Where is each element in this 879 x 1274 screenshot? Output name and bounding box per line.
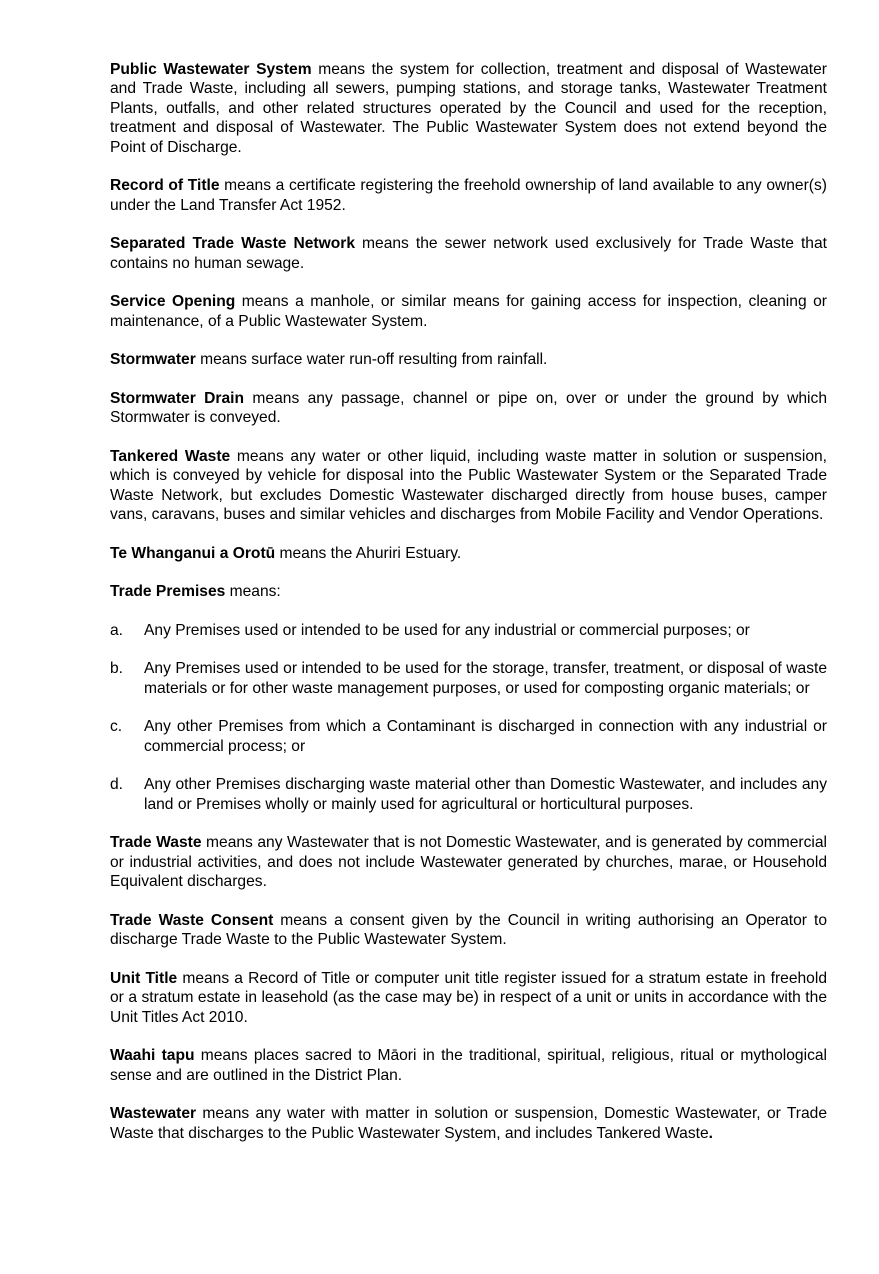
- definition-term: Record of Title: [110, 177, 220, 195]
- definition-text: means the system for collection, treatment and disposal of Wastewater and Trade Waste, including all sewers, pumping stations, and storage tanks, Wastewater Treatment Plants, outfalls, and other related structures operated by the Council and used for the reception, treatment and disposal of Wastewater. The Public Wastewater System does not extend beyond the Point of Discharge.: [110, 61, 828, 156]
- list-item: [110, 717, 827, 756]
- definition-term: Te Whanganui a Orotū: [110, 544, 276, 562]
- definition-term: Trade Waste Consent: [110, 911, 274, 929]
- definition-text: means a Record of Title or computer unit title register issued for a stratum estate in freehold or a stratum estate in leasehold (as the case may be) in respect of a unit or units in accordance with the Unit Titles Act 2010.: [110, 969, 827, 1026]
- definition-term: Public Wastewater System: [110, 61, 312, 78]
- definition-text: means:: [225, 583, 281, 601]
- definition-wastewater: [110, 1104, 827, 1143]
- definition-term: Waahi tapu: [110, 1047, 195, 1065]
- list-item-text: Any Premises used or intended to be used for any industrial or commercial purposes; or: [144, 621, 750, 639]
- list-item: [110, 621, 827, 640]
- definition-stormwater-drain: [110, 389, 827, 428]
- definition-text: means any water or other liquid, including waste matter in solution or suspension, which is conveyed by vehicle for disposal into the Public Wastewater System or the Separated Trade Waste Network, but excludes Domestic Wastewater discharged directly from house buses, camper vans, caravans, buses and similar vehicles and discharges from Mobile Facility and Vendor Operations.: [110, 447, 827, 524]
- definition-text: means a consent given by the Council in writing authorising an Operator to discharge Trade Waste to the Public Wastewater System.: [110, 911, 827, 949]
- definition-text: means a certificate registering the freehold ownership of land available to any owner(s) under the Land Transfer Act 1952.: [110, 177, 827, 214]
- definition-text: means any Wastewater that is not Domestic Wastewater, and is generated by commercial or industrial activities, and does not include Wastewater generated by churches, marae, or Household Equivalent discharges.: [110, 834, 827, 891]
- definition-waahi-tapu: [110, 1046, 827, 1085]
- definition-term: Unit Title: [110, 969, 178, 987]
- definition-term: Wastewater: [110, 1105, 197, 1123]
- definition-term: Trade Waste: [110, 834, 202, 852]
- definition-text: means places sacred to Māori in the traditional, spiritual, religious, ritual or mythological sense and are outlined in the District Plan.: [110, 1047, 827, 1084]
- definition-public-wastewater-system: [110, 60, 827, 157]
- definition-trade-premises: [110, 582, 827, 601]
- list-item: [110, 659, 827, 698]
- definition-text: means the Ahuriri Estuary.: [275, 544, 462, 562]
- definition-service-opening: [110, 292, 827, 331]
- list-item-text: Any other Premises from which a Contaminant is discharged in connection with any industrial or commercial process; or: [144, 718, 827, 755]
- definition-term: Trade Premises: [110, 583, 226, 601]
- definition-term: Stormwater Drain: [110, 389, 245, 407]
- definition-term: Separated Trade Waste Network: [110, 235, 355, 253]
- definition-record-of-title: [110, 176, 827, 215]
- definition-text: means surface water run-off resulting from rainfall.: [195, 351, 548, 369]
- definition-trade-waste: [110, 833, 827, 891]
- list-item: [110, 775, 827, 814]
- definition-text: means any water with matter in solution or suspension, Domestic Wastewater, or Trade Waste that discharges to the Public Wastewater System, and includes Tankered Waste: [110, 1105, 827, 1142]
- definition-trailing-period: .: [708, 1124, 713, 1142]
- definition-text: means any passage, channel or pipe on, over or under the ground by which Stormwater is conveyed.: [110, 389, 827, 427]
- definition-term: Service Opening: [110, 293, 236, 311]
- list-item-text: Any Premises used or intended to be used for the storage, transfer, treatment, or disposal of waste materials or for other waste management purposes, or used for composting organic materials; or: [144, 660, 827, 697]
- definitions-section: [110, 60, 827, 1162]
- definition-text: means the sewer network used exclusively for Trade Waste that contains no human sewage.: [110, 235, 827, 272]
- definition-trade-waste-consent: [110, 911, 827, 950]
- list-marker: a.: [110, 621, 124, 639]
- definition-separated-trade-waste-network: [110, 234, 827, 273]
- list-marker: b.: [110, 660, 124, 678]
- definition-text: means a manhole, or similar means for gaining access for inspection, cleaning or maintenance, of a Public Wastewater System.: [110, 293, 828, 330]
- definition-tankered-waste: [110, 447, 827, 525]
- list-marker: c.: [110, 718, 123, 736]
- definition-unit-title: [110, 969, 827, 1027]
- definition-te-whanganui-a-orotu: [110, 544, 827, 563]
- list-marker: d.: [110, 776, 124, 794]
- definition-term: Tankered Waste: [110, 447, 231, 465]
- definition-stormwater: [110, 350, 827, 369]
- definition-term: Stormwater: [110, 351, 196, 369]
- list-item-text: Any other Premises discharging waste material other than Domestic Wastewater, and includes any land or Premises wholly or mainly used for agricultural or horticultural purposes.: [144, 776, 827, 813]
